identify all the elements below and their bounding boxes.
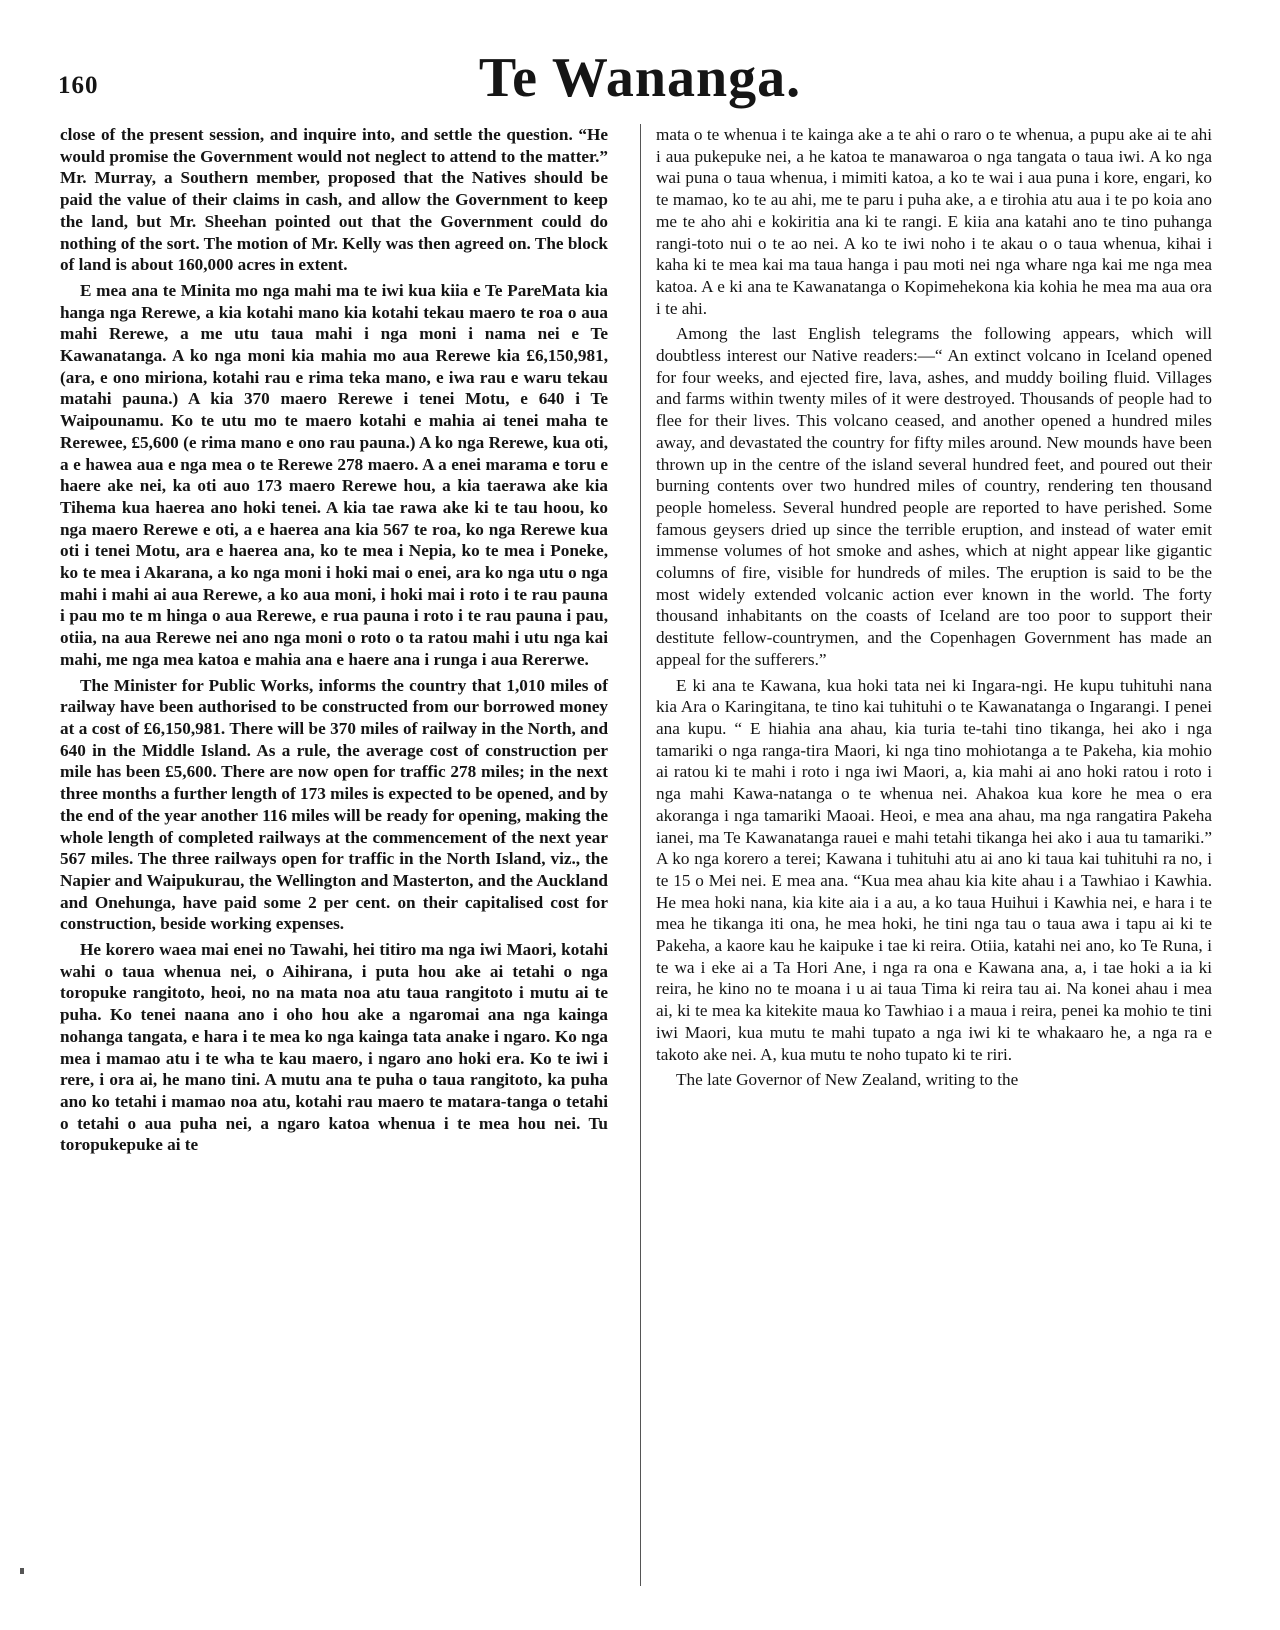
article-paragraph: The Minister for Public Works, informs the country that 1,010 miles of railway have been authorised to be constructed from our borrowed money at a cost of £6,150,981. There will be 370 miles of railway in the North, and 640 in the Middle Island. As a rule, the average cost of construction per mile has been £5,600. There are now open for traffic 278 miles; in the next three months a further length of 173 miles is expected to be opened, and by the end of the year another 116 miles will be ready for opening, making the whole length of completed railways at the commencement of the next year 567 miles. The three railways open for traffic in the North Island, viz., the Napier and Waipukurau, the Wellington and Masterton, and the Auckland and Onehunga, have paid some 2 per cent. on their capitalised cost for construction, beside working expenses. <box>60 675 608 934</box>
article-paragraph: close of the present session, and inquire into, and settle the question. “He would promise the Government would not neglect to attend to the matter.” Mr. Murray, a Southern member, proposed that the Natives should be paid the value of their claims in cash, and allow the Government to keep the land, but Mr. Sheehan pointed out that the Government could do nothing of the sort. The motion of Mr. Kelly was then agreed on. The block of land is about 160,000 acres in extent. <box>60 125 608 275</box>
margin-mark <box>20 1568 24 1574</box>
page-number: 160 <box>58 72 99 99</box>
article-paragraph: He korero waea mai enei no Tawahi, hei titiro ma nga iwi Maori, kotahi wahi o taua whenua nei, o Aihirana, i puta hou ake ai tetahi o nga toropuke rangitoto, heoi, no na mata noa atu taua rangitoto i mutu ai te puha. Ko tenei naana ano i oho hou ake a ngaromai ana nga kainga nohanga tangata, e hara i te mea ko nga kainga tata anake i ngaro. Ko nga mea i mamao atu i te wha te kau maero, i ngaro ano hoki era. Ko te iwi i rere, i ora ai, he mano tini. A mutu ana te puha o taua rangitoto, ka puha ano ko tetahi i mamao noa atu, kotahi rau maero te matara-tanga o tetahi o tetahi o aua puha nei, a ngaro katoa whenua i te mea hou nei. Tu toropukepuke ai te <box>60 940 608 1155</box>
article-paragraph: E ki ana te Kawana, kua hoki tata nei ki Ingara-ngi. He kupu tuhituhi nana kia Ara o Karingitana, te tino kai tuhituhi o te Kawanatanga o Ingarangi. I penei ana kupu. “ E hiahia ana ahau, kia turia te-tahi tino tikanga, hei ako i nga tamariki o nga ranga-tira Maori, ki nga tino mohiotanga a te Pakeha, kia mohio ai ratou ki te mahi i roto i nga iwi Maori, a, kia mahi ai ano hoki ratou i roto i nga mahi Kawa-natanga o te whenua nei. Ahakoa kua kore he mea o era akoranga i nga tamariki Maoai. Heoi, e mea ana ahau, ma nga rangatira Pakeha ianei, ma Te Kawanatanga rauei e mahi tetahi tikanga hei ako i aua tu tamariki.” A ko nga korero a terei; Kawana i tuhituhi atu ai ano ki taua kai tuhituhi ra no, i te 15 o Mei nei. E mea ana. “Kua mea ahau kia kite ahau i a Tawhiao i Kawhia. He mea hoki nana, kia kite aia i a au, a ko taua Huihui i Kawhia nei, e hara i te mea he tikanga iti ona, he mea hoki, he tini nga tau o taua awa i tapu ai ki te Pakeha, a kaore kau he kaipuke i tae ki reira. Otiia, katahi nei ano, ko Te Runa, i te wa i eke ai a Ta Hori Ane, i nga ra ona e Kawana ana, a, i tae hoki a ia ki reira, he kino no te moana i u ai taua Tima ki reira tau ai. Na konei ahau i mea ai, ki te mea ka kitekite maua ko Tawhiao i a maua i reira, penei ka mohio te tini iwi Maori, kua mutu te mahi tupato a nga iwi ki te whakaaro he, a nga ra e takoto ake nei. A, kua mutu te noho tupato ki te riri. <box>656 675 1212 1064</box>
column-divider <box>640 124 641 1586</box>
newspaper-masthead: Te Wananga. <box>478 47 802 109</box>
article-paragraph: The late Governor of New Zealand, writing to the <box>676 1070 1019 1090</box>
article-paragraph: E mea ana te Minita mo nga mahi ma te iwi kua kiia e Te PareMata kia hanga nga Rerewe, a kia kotahi mano kia kotahi tekau maero te roa o aua mahi Rerewe, a me utu taua mahi i nga moni i nama nei e Te Kawanatanga. A ko nga moni kia mahia mo aua Rerewe kia £6,150,981, (ara, e ono miriona, kotahi rau e rima teka mano, e iwa rau e waru tekau matahi pauna.) A kia 370 maero Rerewe i tenei Motu, e 640 i Te Waipounamu. Ko te utu mo te maero kotahi e mahia ai tenei maha te Rerewee, £5,600 (e rima mano e ono rau pauna.) A ko nga Rerewe, kua oti, a e hawea aua e nga mea o te Rerewe 278 maero. A a enei marama e toru e haere ake nei, ka oti auo 173 maero Rerewe hou, a kia taerawa ake kia Tihema kua haerea ano hoki tenei. A kia tae rawa ake ki te tau hoou, ko nga maero Rerewe e oti, a e haerea ana kia 567 te roa, ko nga Rerewe kua oti i tenei Motu, ara e haerea ana, ko te mea i Nepia, ko te mea i Poneke, ko te mea i Akarana, a ko nga moni i hoki mai o enei, ara ko nga utu o nga mahi i mahi ai aua Rerewe, a ko aua moni, i hoki mai i roto i te rau pauna i pau mo te m hinga o aua Rerewe, e rua pauna i roto i te rau pauna i pau, otiia, na aua Rerewe nei ano nga moni o roto o ta ratou mahi i utu nga kai mahi, me nga mea katoa e mahia ana e haere ana i runga i aua Rererwe. <box>60 280 608 669</box>
left-column <box>60 124 608 1160</box>
article-paragraph: Among the last English telegrams the following appears, which will doubtless interest our Native readers:—“ An extinct volcano in Iceland opened for four weeks, and ejected fire, lava, ashes, and muddy boiling fluid. Villages and farms within twenty miles of it were destroyed. Thousands of people had to flee for their lives. This volcano ceased, and another opened a hundred miles away, and devastated the country for fifty miles around. New mounds have been thrown up in the centre of the island several hundred feet, and poured out their burning contents over two hundred miles of country, rendering ten thousand people homeless. Several hundred people are reported to have perished. Some famous geysers dried up since the terrible eruption, and instead of water emit immense volumes of hot smoke and ashes, which at night appear like gigantic columns of fire, visible for hundreds of miles. The eruption is said to be the most widely extended volcanic action ever known in the world. The forty thousand inhabitants on the coasts of Iceland are too poor to support their destitute fellow-countrymen, and the Copenhagen Government has made an appeal for the sufferers.” <box>656 324 1212 669</box>
article-paragraph: mata o te whenua i te kainga ake a te ahi o raro o te whenua, a pupu ake ai te ahi i aua pukepuke nei, a he katoa te manawaroa o nga tangata o taua iwi. A ko nga wai puna o taua whenua, i mimiti katoa, a ko te wai i aua puna i kore, engari, ko te mamao, ko te au ahi, me te paru i puha ake, a e tirohia atu aua i te po koia ano me te aho ahi e kokiritia ana ki te rangi. E kiia ana katahi ano te tino puhanga rangi-toto nui o te ao nei. A ko te iwi noho i te akau o o taua whenua, kihai i kaha ki te mea kai ma taua hanga i pau moti nei nga whare nga kai me nga mea katoa. A e ki ana te Kawanatanga o Kopimehekona kia kohia he mea ma aua ora i te ahi. <box>656 125 1212 318</box>
right-column <box>656 124 1212 1095</box>
